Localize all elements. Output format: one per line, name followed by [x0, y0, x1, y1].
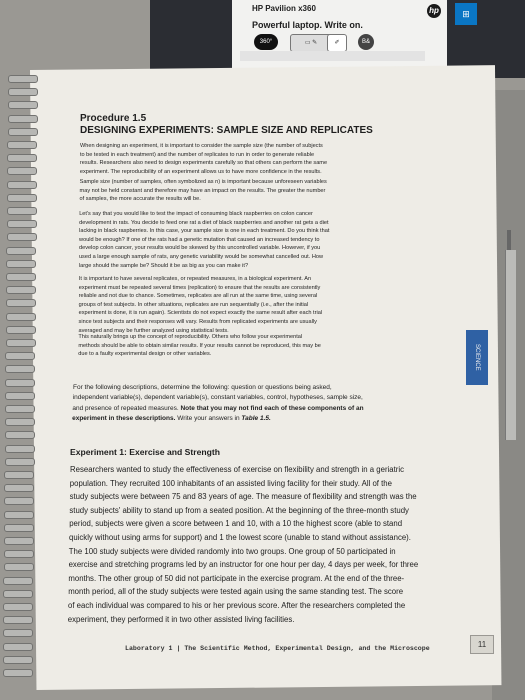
spiral-coil [6, 326, 36, 334]
spiral-coil [8, 115, 38, 123]
spiral-coil [5, 431, 35, 439]
spiral-coil [8, 88, 38, 96]
page-footer: Laboratory 1 | The Scientific Method, Experimental Design, and the Microscope [125, 645, 430, 652]
spiral-coil [7, 141, 37, 149]
body-line: used a large enough sample of rats, any genetic variability would be somewhat cancelled out. How [78, 254, 324, 260]
spiral-coil [3, 629, 33, 637]
spiral-coil [7, 167, 37, 175]
spiral-coil [7, 220, 37, 228]
spiral-coil [6, 273, 36, 281]
experiment-line: period, subjects were given a score between 1 and 10, with a 10 the highest score (able to stand [69, 519, 403, 529]
experiment-line: population. They recruited 100 inhabitants of an assisted living facility for their study. All of the [69, 478, 392, 488]
body-line: since test subjects and their responses will vary. Results from replicated experiments are usually [78, 319, 317, 325]
spiral-coil [5, 379, 35, 387]
instruction-line [73, 383, 332, 393]
experiment-line: exercise and stretching programs led by an instructor for one hour per day, 4 days per week, for three [68, 560, 419, 570]
spiral-coil [7, 207, 37, 215]
spiral-coil [5, 365, 35, 373]
body-line: When designing an experiment, it is important to consider the sample size (the number of subjects [80, 143, 323, 149]
experiment-line: study subjects' ability to stand up from a seated position. At the beginning of the three-month study [69, 505, 409, 515]
windows-screen-icon: ▭ ✎ [290, 34, 332, 52]
body-line: may not be held constant and therefore may have an impact on the results. The greater the number [79, 187, 326, 194]
spiral-coil [5, 392, 35, 400]
badge-b8-icon: B& [358, 34, 374, 50]
experiment-line: Researchers wanted to study the effectiveness of exercise on flexibility and strength in a geriatric [70, 465, 404, 474]
spiral-coil [6, 286, 36, 294]
instruction-segment: Note that you may not find each of these components of an [180, 404, 364, 412]
instruction-segment: Write your answers in [177, 414, 240, 422]
body-line: development in rats. You decide to feed one rat a diet of black raspberries and another rat gets a diet [79, 219, 329, 226]
instruction-segment: experiment in these descriptions. [72, 414, 176, 422]
body-line: averaged and may be further analyzed using statistical tests. [78, 327, 229, 334]
spiral-coil [5, 405, 35, 413]
experiment-line: of each individual was compared to his or her previous score. After the researchers completed the [68, 601, 406, 610]
body-line: due to a faulty experimental design or other variables. [78, 351, 212, 358]
spiral-coil [8, 75, 38, 83]
body-line: large should the sample be? Should it be as big as you can make it? [78, 262, 249, 269]
pen-icon [505, 250, 516, 440]
spiral-coil [7, 154, 37, 162]
body-line: Let's say that you would like to test the impact of consuming black raspberries on colon cancer [79, 211, 313, 217]
instruction-segment: For the following descriptions, determine the following: question or questions being asked, [73, 384, 332, 391]
instruction-segment: Table 1.5. [241, 414, 271, 422]
body-line: develop colon cancer, your results would be skewed by this uncontrolled variable. However, if you [79, 245, 321, 252]
spiral-coil [5, 352, 35, 360]
spiral-coil [5, 458, 35, 466]
body-line: lacking in black raspberries. In this case, your sample size is one in each treatment. Do you think that [79, 228, 330, 235]
experiment-line: months. The other group of 50 did not participate in the exercise program. At the end of the three- [68, 573, 405, 583]
spiral-coil [6, 339, 36, 347]
procedure-title: DESIGNING EXPERIMENTS: SAMPLE SIZE AND REPLICATES [80, 125, 373, 136]
laptop-model: HP Pavilion x360 [252, 4, 316, 13]
body-line: This naturally brings up the concept of reproducibility. Others who follow your experimental [78, 334, 303, 340]
instruction-line [72, 404, 363, 414]
body-line: of samples, the more accurate the results will be. [79, 196, 201, 203]
spiral-coil [3, 643, 33, 651]
instruction-segment: and presence of repeated measures. [72, 404, 179, 412]
spiral-coil [3, 577, 33, 585]
spiral-coil [4, 563, 34, 571]
spiral-coil [4, 471, 34, 479]
badge-360-icon: 360° [254, 34, 278, 50]
spiral-coil [4, 537, 34, 545]
blue-tab: SCIENCE [466, 330, 488, 385]
body-line: experiment is done, it is run again). Scientists do not expect exactly the same result after each trial [78, 310, 323, 317]
instruction-segment: independent variable(s), dependent variable(s), constant variables, control, hypotheses, sample size, [72, 394, 363, 402]
spiral-coil [4, 524, 34, 532]
spiral-coil [6, 299, 36, 307]
spiral-coil [4, 497, 34, 505]
windows-logo-icon: ⊞ [455, 3, 477, 25]
experiment-line: study subjects were between 75 and 83 years of age. The measure of flexibility and strength was the [69, 492, 417, 502]
body-line: to be tested in each treatment) and the number of replicates to run in order to generate reliable [79, 151, 315, 158]
spiral-coil [3, 603, 33, 611]
spiral-coil [7, 194, 37, 202]
instruction-line [72, 414, 271, 424]
spiral-coil [6, 313, 36, 321]
spiral-coil [4, 484, 34, 492]
body-line: groups of test subjects. In other situations, replicates are run sequentially (i.e., after the initial [78, 301, 309, 308]
body-line: Sample size (number of samples, often symbolized as n) is important because unforeseen variables [79, 179, 327, 185]
experiment-line: experiment, they performed it in two other assisted living facilities. [67, 614, 295, 624]
spiral-coil [6, 247, 36, 255]
spiral-coil [6, 260, 36, 268]
hp-logo-icon: hp [427, 4, 441, 18]
procedure-label: Procedure 1.5 [80, 113, 147, 124]
feature-strip [240, 51, 425, 61]
body-line: experiment must be repeated several times (replication) to ensure that the results are consistently [78, 284, 321, 291]
spiral-coil [8, 101, 38, 109]
spiral-coil [3, 669, 33, 677]
experiment-line: The 100 study subjects were divided randomly into two groups. One group of 50 participated in [68, 546, 396, 556]
spiral-coil [3, 590, 33, 598]
page-number: 11 [470, 635, 494, 654]
spiral-coil [7, 233, 37, 241]
body-line: methods should be able to obtain similar results. If your results cannot be reproduced, this may be [78, 342, 321, 349]
pen-tip [507, 230, 511, 252]
spiral-coil [3, 656, 33, 664]
experiment-title: Experiment 1: Exercise and Strength [70, 447, 220, 457]
spiral-coil [4, 511, 34, 519]
spiral-coil [3, 616, 33, 624]
body-line: results. Researchers also need to design experiments carefully so that others can perform the same [79, 160, 328, 167]
body-line: experiment. The reproducibility of an experiment allows us to have more confidence in the results. [79, 168, 322, 175]
spiral-coil [4, 550, 34, 558]
spiral-coil [5, 445, 35, 453]
laptop-tagline: Powerful laptop. Write on. [252, 20, 363, 30]
stylus-icon: ✐ [327, 34, 347, 52]
experiment-line: quickly without using arms for support) and 1 the lowest score (unable to stand without assistance). [69, 533, 411, 542]
spiral-coil [7, 181, 37, 189]
body-line: reliable and not due to chance. Sometimes, replicates are all run at the same time, using several [78, 293, 318, 300]
body-line: It is important to have several replicates, or repeated measures, in a biological experiment. An [78, 276, 312, 282]
spiral-binding [0, 75, 40, 695]
body-line: would be enough? If one of the rats had a genetic mutation that caused an increased tendency to [79, 236, 320, 243]
experiment-line: month period, all of the study subjects were tested again using the same standing test. The score [68, 587, 404, 597]
instruction-line [73, 393, 363, 403]
spiral-coil [5, 418, 35, 426]
spiral-coil [8, 128, 38, 136]
